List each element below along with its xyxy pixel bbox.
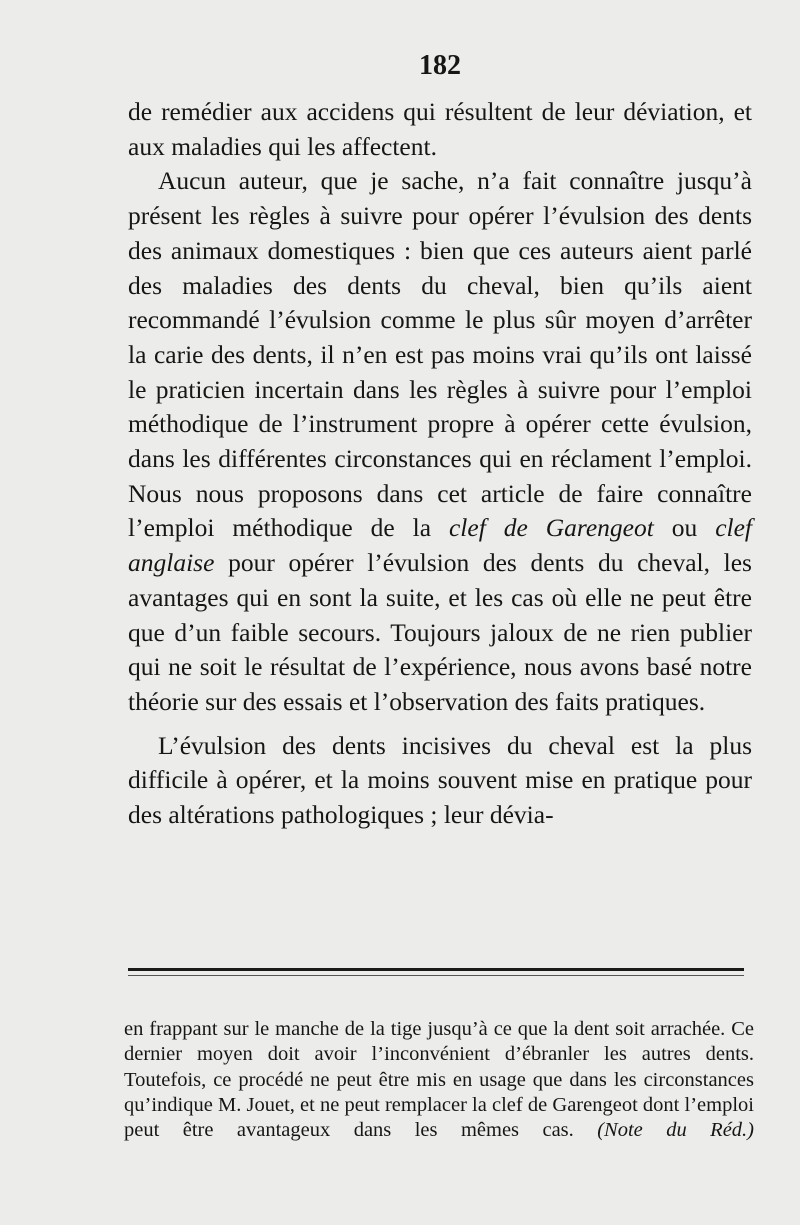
italic-term: clef de Garengeot <box>448 513 654 543</box>
body-text <box>128 95 752 833</box>
paragraph-continuation: de remédier aux accidens qui résultent de leur déviation, et aux maladies qui les affectent. <box>128 97 752 161</box>
footnote-text: en frappant sur le manche de la tige jusqu’à ce que la dent soit arrachée. Ce dernier moyen doit avoir l’inconvénient d’ébranler les autres dents. Toutefois, ce procédé ne peut être mis en usage que dans les circonstances qu’indique M. Jouet, et ne peut remplacer la clef de Garengeot dont l’emploi peut être avantageux dans les mêmes cas. <box>124 1018 754 1142</box>
footnote-divider-thin <box>128 975 744 976</box>
footnote-signature: (Note du Réd.) <box>597 1119 755 1142</box>
paragraph-incisors: L’évulsion des dents incisives du cheval est la plus difficile à opérer, et la moins souvent mise en pratique pour des altérations pathologiques ; leur dévia- <box>128 730 752 830</box>
paragraph-evulsion-methods <box>128 164 752 719</box>
paragraph-text: Aucun auteur, que je sache, n’a fait connaître jusqu’à présent les règles à suivre pour opérer l’évulsion des dents des animaux domestiques : bien que ces auteurs aient parlé des maladies des dents du cheval, bien qu’ils aient recommandé l’évulsion comme le plus sûr moyen d’arrêter la carie des dents, il n’en est pas moins vrai qu’ils ont laissé le praticien incertain dans les règles à suivre pour l’emploi méthodique de l’instrument propre à opérer cette évulsion, dans les différentes circonstances qui en réclament l’emploi. Nous nous proposons dans cet article de faire connaître l’emploi méthodique de la <box>128 166 752 543</box>
italic-term: clef anglaise <box>128 513 752 578</box>
footnote <box>124 1017 754 1143</box>
paragraph-text: ou <box>653 513 716 543</box>
footnote-divider <box>128 968 744 971</box>
paragraph-text: pour opérer l’évulsion des dents du cheval, les avantages qui en sont la suite, et les cas où elle ne peut être que d’un faible secours. Toujours jaloux de ne rien publier qui ne soit le résultat de l’expérience, nous avons basé notre théorie sur des essais et l’observation des faits pratiques. <box>128 548 752 716</box>
page-number: 182 <box>419 50 461 81</box>
